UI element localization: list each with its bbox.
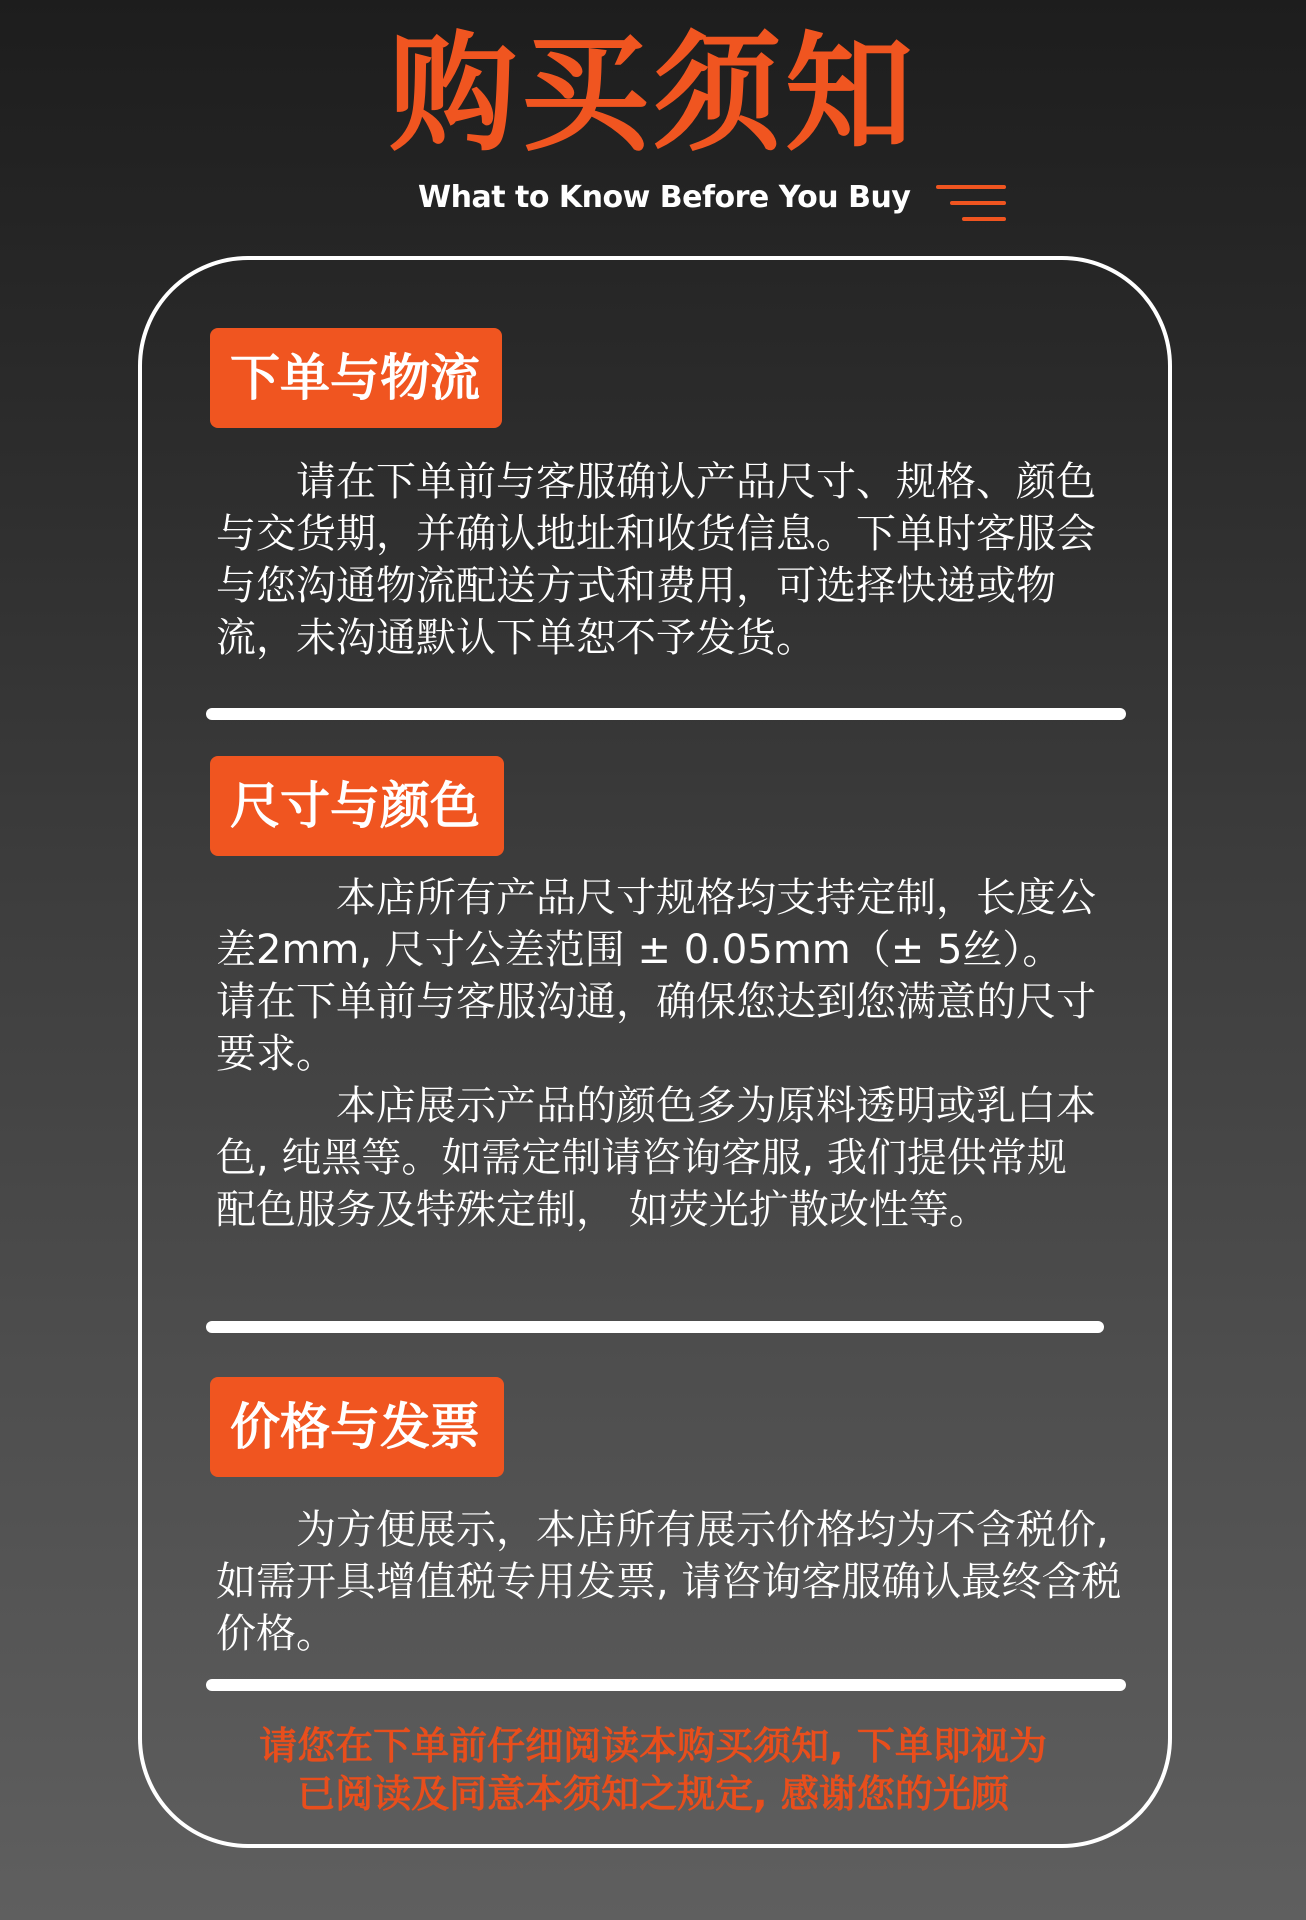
section-body-size-color [216,872,1096,1236]
footer-notice [150,1722,1156,1818]
menu-lines-icon [936,183,1006,223]
section-divider [206,1679,1126,1691]
section-heading-ordering: 下单与物流 [210,328,502,428]
section-divider [206,708,1126,720]
section-divider [206,1321,1104,1333]
footer-notice-line1: 请您在下单前仔细阅读本购买须知, 下单即视为 [259,1724,1047,1768]
section-body-price-invoice [216,1504,1126,1660]
page-title: 购买须知 [388,20,917,169]
section-heading-size-color: 尺寸与颜色 [210,756,504,856]
paragraph: 为方便展示，本店所有展示价格均为不含税价, 如需开具增值税专用发票, 请咨询客服确认最终含税价格。 [216,1507,1122,1657]
section-body-ordering [216,456,1126,664]
section-heading-price-invoice: 价格与发票 [210,1377,504,1477]
paragraph: 本店展示产品的颜色多为原料透明或乳白本色, 纯黑等。如需定制请咨询客服, 我们提供常规配色服务及特殊定制， 如荧光扩散改性等。 [216,1083,1096,1233]
footer-notice-line2: 已阅读及同意本须知之规定, 感谢您的光顾 [297,1772,1009,1816]
page-subtitle: What to Know Before You Buy [418,180,911,215]
paragraph: 本店所有产品尺寸规格均支持定制，长度公差2mm, 尺寸公差范围 ± 0.05mm（± 5丝）。请在下单前与客服沟通，确保您达到您满意的尺寸要求。 [216,875,1096,1077]
paragraph: 请在下单前与客服确认产品尺寸、规格、颜色与交货期，并确认地址和收货信息。下单时客服会与您沟通物流配送方式和费用，可选择快递或物流，未沟通默认下单恕不予发货。 [216,459,1096,661]
